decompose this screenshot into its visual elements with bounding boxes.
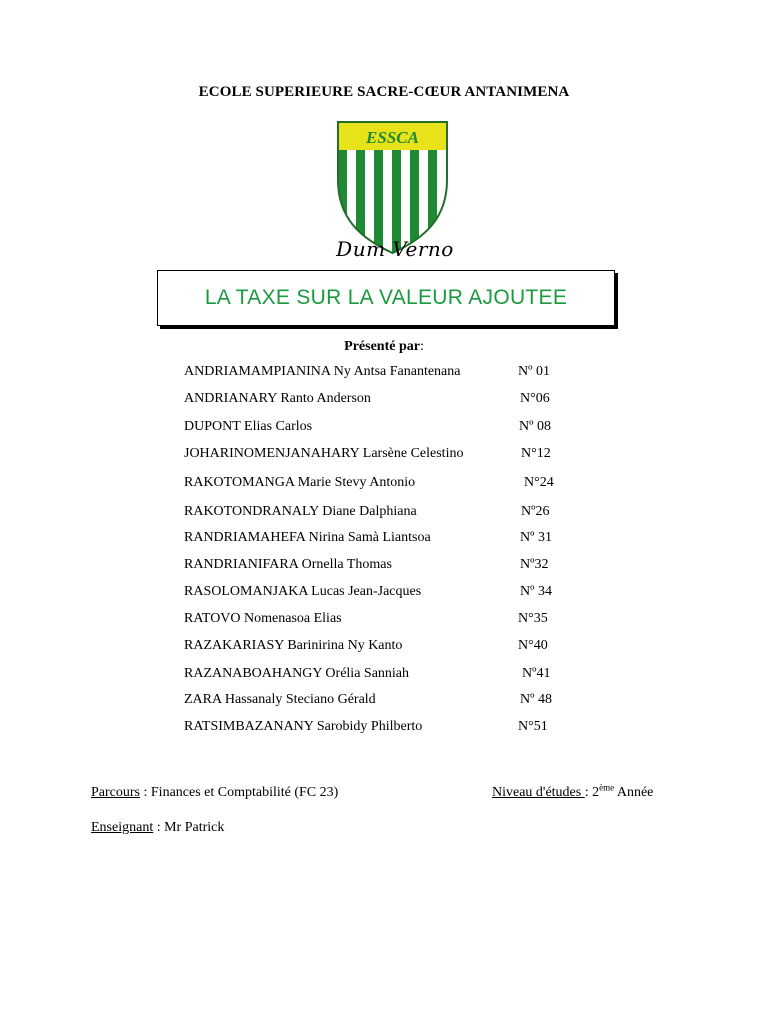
member-number: Nº32 [520,557,549,572]
presented-by: Présenté par: [344,339,424,354]
title-box [157,270,615,326]
member-name: ZARA Hassanaly Steciano Gérald [184,692,376,707]
member-number: N°12 [521,446,551,461]
member-name: RATOVO Nomenasoa Elias [184,611,342,626]
member-row [184,475,584,495]
member-name: RANDRIANIFARA Ornella Thomas [184,557,392,572]
member-name: RAKOTOMANGA Marie Stevy Antonio [184,475,416,490]
member-name: ANDRIAMAMPIANINA Ny Antsa Fanantenana [184,364,461,379]
member-number: Nº 34 [520,584,552,599]
member-number: Nº26 [521,504,550,519]
member-row [184,446,584,466]
logo-banner-text: ESSCA [366,128,419,147]
presented-by-label: Présenté par [344,339,420,354]
member-row [184,530,584,550]
member-number: N°24 [524,475,554,490]
member-row [184,611,584,631]
enseignant-label: Enseignant [91,820,154,835]
member-name: DUPONT Elias Carlos [184,419,313,434]
member-number: Nº 48 [520,692,552,707]
school-name: ECOLE SUPERIEURE SACRE-CŒUR ANTANIMENA [198,84,570,100]
niveau-line: Niveau d'études : 2ème Année [492,782,654,800]
parcours-value: : Finances et Comptabilité (FC 23) [140,785,339,800]
member-number: N°35 [518,611,548,626]
enseignant-value: : Mr Patrick [153,820,225,835]
member-name: RAZANABOAHANGY Orélia Sanniah [184,666,410,681]
niveau-label: Niveau d'études [492,785,585,800]
member-row [184,584,584,604]
parcours-label: Parcours [91,785,140,800]
member-number: Nº 08 [519,419,551,434]
member-name: RANDRIAMAHEFA Nirina Samà Liantsoa [184,530,431,545]
member-name: RAZAKARIASY Barinirina Ny Kanto [184,638,403,653]
member-row [184,419,584,439]
member-row [184,504,584,524]
member-number: Nº41 [522,666,551,681]
member-name: JOHARINOMENJANAHARY Larsène Celestino [184,446,464,461]
member-row [184,391,584,411]
member-number: N°40 [518,638,548,653]
member-number: N°51 [518,719,548,734]
parcours-line [91,785,338,801]
member-number: Nº 01 [518,364,550,379]
member-name: RAKOTONDRANALY Diane Dalphiana [184,504,417,519]
member-name: RASOLOMANJAKA Lucas Jean-Jacques [184,584,422,599]
member-row [184,719,584,739]
member-row [184,364,584,384]
member-number: Nº 31 [520,530,552,545]
member-row [184,557,584,577]
member-row [184,692,584,712]
member-name: ANDRIANARY Ranto Anderson [184,391,371,406]
member-row [184,638,584,658]
enseignant-line [91,820,224,836]
member-name: RATSIMBAZANANY Sarobidy Philberto [184,719,423,734]
member-row [184,666,584,686]
member-number: N°06 [520,391,550,406]
logo-motto: Dum Verno [336,237,454,261]
document-title: LA TAXE SUR LA VALEUR AJOUTEE [204,286,568,309]
